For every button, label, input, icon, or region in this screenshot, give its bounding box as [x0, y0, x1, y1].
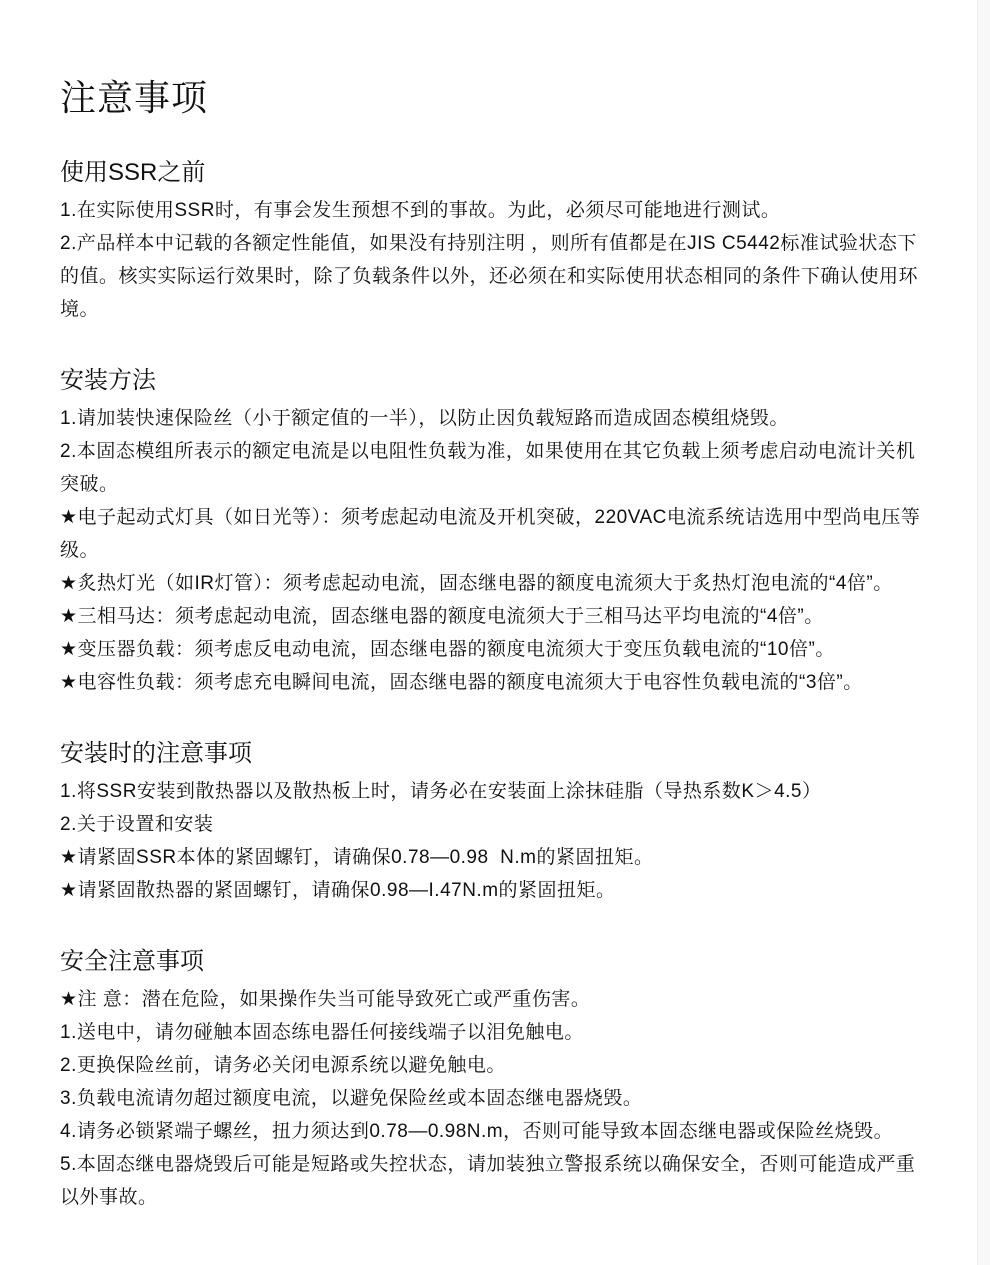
- page-edge-divider: [977, 0, 990, 1265]
- list-item: ★注 意：潜在危险，如果操作失当可能导致死亡或严重伤害。: [60, 989, 591, 1010]
- section-heading: 安装方法: [60, 367, 156, 394]
- list-item: 2.更换保险丝前，请务必关闭电源系统以避免触电。: [60, 1055, 506, 1076]
- document-section: [60, 947, 934, 1214]
- section-heading: 安装时的注意事项: [60, 740, 252, 767]
- list-item: ★变压器负载：须考虑反电动电流，固态继电器的额度电流须大于变压负载电流的“10倍”。: [60, 639, 835, 660]
- page-title: 注意事项: [60, 77, 209, 118]
- list-item: 2.本固态模组所表示的额定电流是以电阻性负载为准，如果使用在其它负载上须考虑启动电流计关机突破。: [60, 441, 916, 495]
- list-item: ★请紧固SSR本体的紧固螺钉，请确保0.78—0.98 N.m的紧固扭矩。: [60, 847, 654, 868]
- list-item: 1.请加装快速保险丝（小于额定值的一半），以防止因负载短路而造成固态模组烧毁。: [60, 408, 789, 429]
- list-item: ★炙热灯光（如IR灯管）：须考虑起动电流，固态继电器的额度电流须大于炙热灯泡电流的“4倍”。: [60, 573, 893, 594]
- list-item: 1.将SSR安装到散热器以及散热板上时，请务必在安装面上涂抹硅脂（导热系数K＞4.5）: [60, 781, 822, 802]
- document-section: [60, 158, 934, 326]
- document-section: [60, 739, 934, 907]
- section-items: [60, 402, 934, 699]
- list-item: ★电容性负载：须考虑充电瞬间电流，固态继电器的额度电流须大于电容性负载电流的“3倍”。: [60, 672, 863, 693]
- section-items: [60, 983, 934, 1214]
- list-item: 1.送电中，请勿碰触本固态练电器任何接线端子以泪免触电。: [60, 1022, 584, 1043]
- list-item: 1.在实际使用SSR时，有事会发生预想不到的事故。为此，必须尽可能地进行测试。: [60, 200, 781, 221]
- sections-container: [60, 158, 934, 1214]
- section-heading: 使用SSR之前: [60, 159, 206, 186]
- list-item: 2.产品样本中记载的各额定性能值，如果没有持别注明 ，则所有值都是在JIS C5442标准试验状态下的值。核实实际运行效果时，除了负载条件以外，还必须在和实际使用状态相同的条件下确认使用环境。: [60, 233, 919, 320]
- section-items: [60, 775, 934, 907]
- document-section: [60, 366, 934, 699]
- list-item: ★三相马达：须考虑起动电流，固态继电器的额度电流须大于三相马达平均电流的“4倍”。: [60, 606, 824, 627]
- section-items: [60, 194, 934, 326]
- list-item: 2.关于设置和安装: [60, 814, 214, 835]
- list-item: ★电子起动式灯具（如日光等）：须考虑起动电流及开机突破，220VAC电流系统诘选用中型尚电压等级。: [60, 507, 921, 561]
- list-item: 5.本固态继电器烧毁后可能是短路或失控状态，请加装独立警报系统以确保安全，否则可能造成严重以外事故。: [60, 1154, 916, 1208]
- section-heading: 安全注意事项: [60, 948, 204, 975]
- list-item: 3.负载电流请勿超过额度电流，以避免保险丝或本固态继电器烧毁。: [60, 1088, 643, 1109]
- list-item: ★请紧固散热器的紧固螺钉，请确保0.98—I.47N.m的紧固扭矩。: [60, 880, 616, 901]
- list-item: 4.请务必锁紧端子螺丝，扭力须达到0.78—0.98N.m，否则可能导致本固态继电器或保险丝烧毁。: [60, 1121, 894, 1142]
